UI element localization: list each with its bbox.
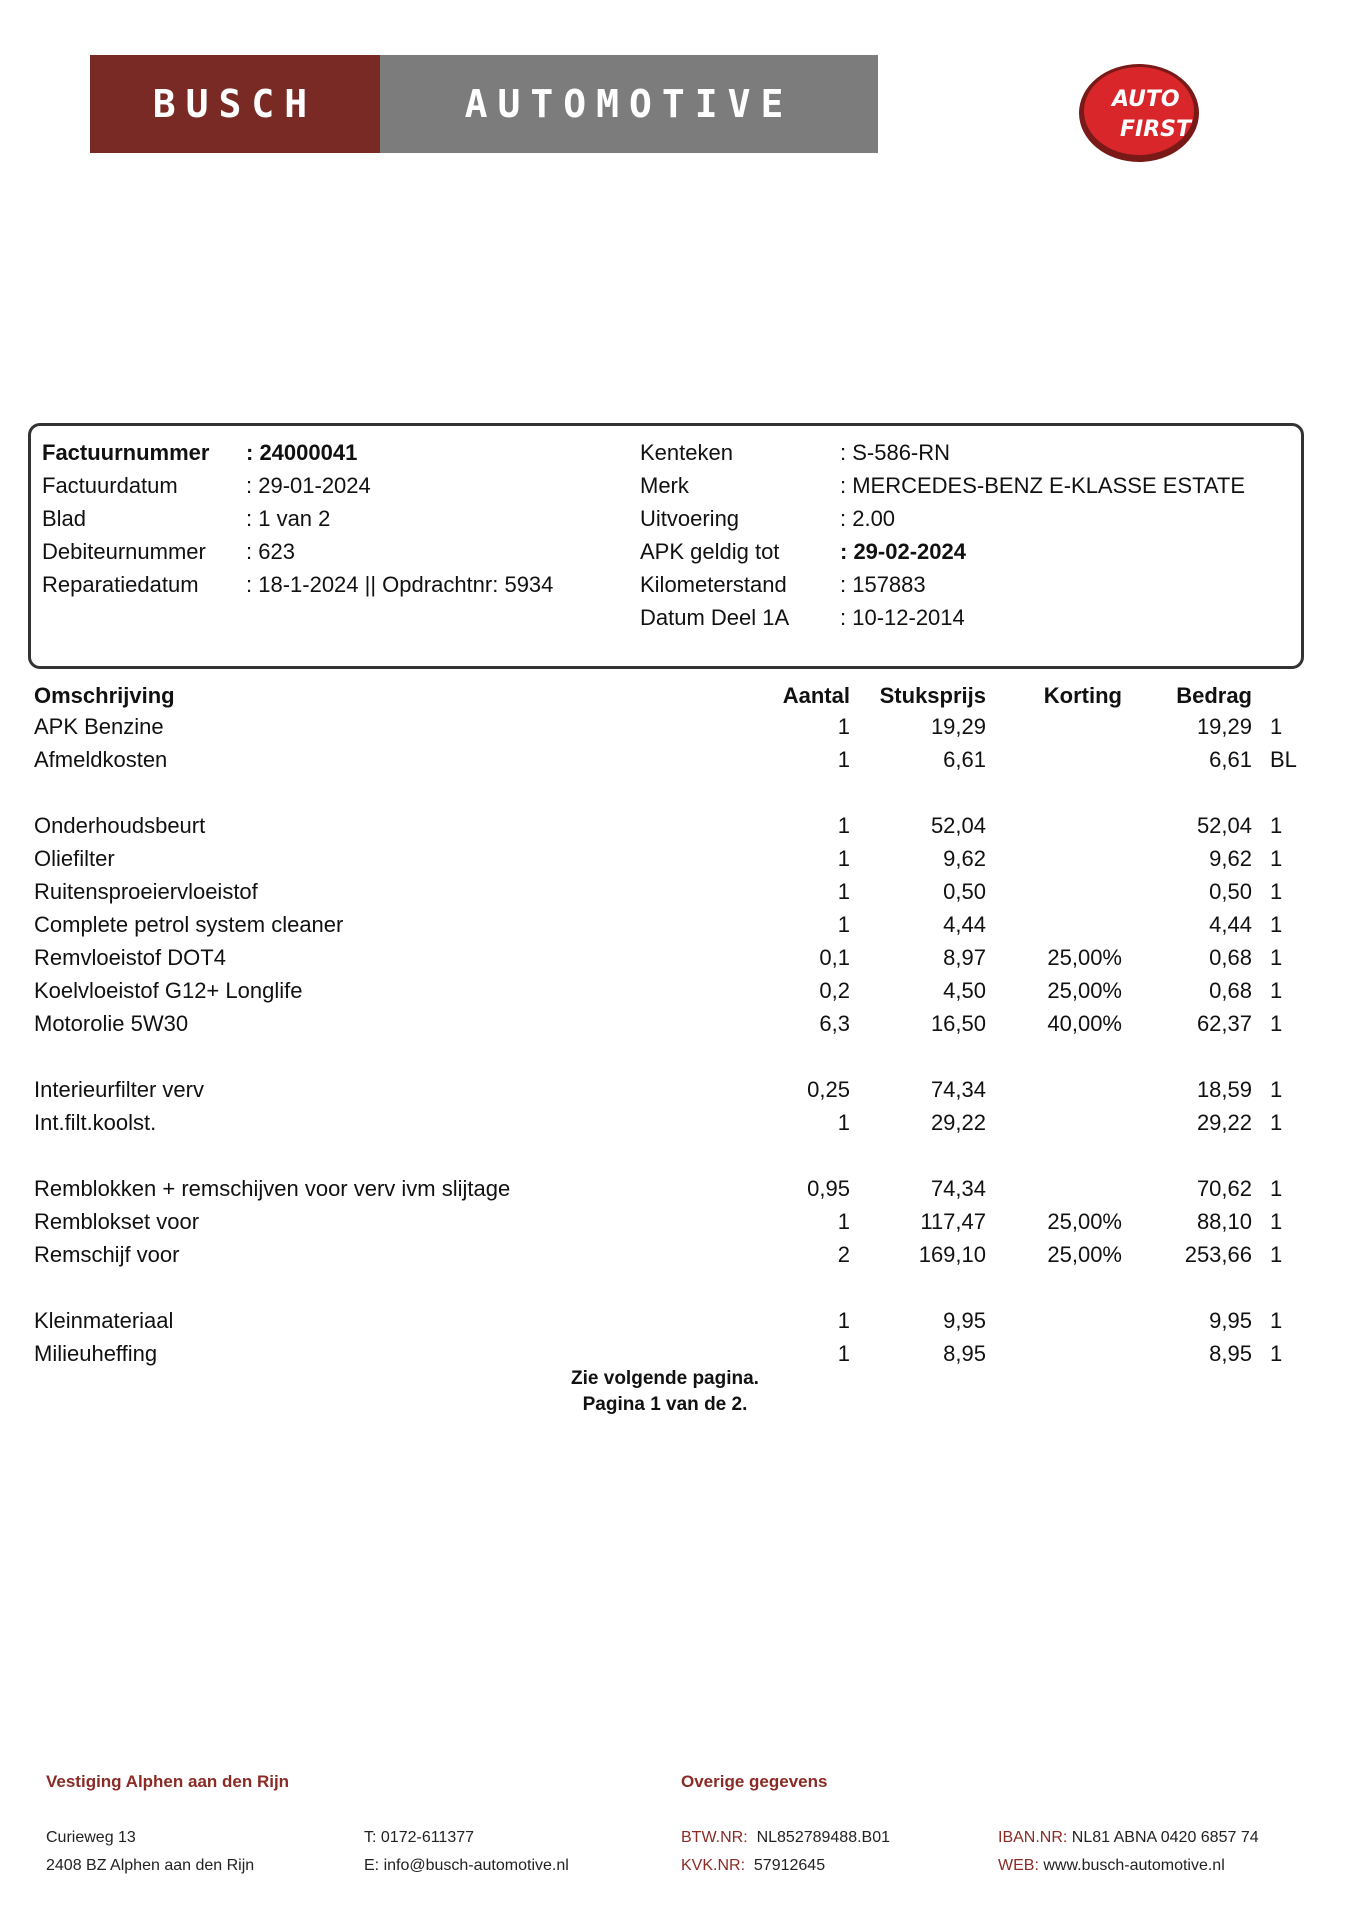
table-row [0, 1306, 1350, 1336]
line-quantity: 1 [837, 912, 850, 937]
line-vat-code: 1 [1270, 912, 1283, 937]
line-amount: 0,50 [1209, 879, 1252, 904]
line-unit-price: 0,50 [943, 879, 986, 904]
table-row [0, 877, 1350, 907]
line-vat-code: 1 [1270, 1176, 1283, 1201]
autofirst-logo [1076, 62, 1202, 164]
line-vat-code: 1 [1270, 714, 1283, 739]
line-vat-code: 1 [1270, 1077, 1283, 1102]
table-header [0, 681, 1350, 711]
vehicle-field-label: Kilometerstand [640, 572, 787, 597]
brand-name-left: BUSCH [90, 55, 380, 153]
line-discount: 40,00% [1047, 1011, 1122, 1036]
line-description: Remblokken + remschijven voor verv ivm slijtage [34, 1176, 511, 1201]
line-quantity: 1 [837, 813, 850, 838]
footer-location-title: Vestiging Alphen aan den Rijn [46, 1772, 290, 1791]
kvk-label: KVK.NR: [681, 1857, 746, 1874]
table-row [0, 1009, 1350, 1039]
line-vat-code: 1 [1270, 846, 1283, 871]
vehicle-field-row [640, 505, 1300, 533]
footer-email[interactable]: E: info@busch-automotive.nl [364, 1857, 569, 1874]
logo-text-auto: AUTO [1112, 87, 1180, 112]
line-unit-price: 52,04 [930, 813, 986, 838]
table-row [0, 1075, 1350, 1105]
btw-value: NL852789488.B01 [756, 1829, 891, 1846]
line-quantity: 0,1 [819, 945, 850, 970]
line-unit-price: 9,95 [943, 1308, 986, 1333]
brand-name-right: AUTOMOTIVE [380, 55, 878, 153]
invoice-field-label: Factuurnummer [42, 440, 210, 465]
table-row [0, 910, 1350, 940]
line-vat-code: BL [1270, 747, 1297, 772]
line-amount: 29,22 [1196, 1110, 1252, 1135]
line-amount: 19,29 [1196, 714, 1252, 739]
line-vat-code: 1 [1270, 1011, 1283, 1036]
invoice-field-row [42, 472, 642, 500]
line-unit-price: 16,50 [930, 1011, 986, 1036]
table-row [0, 811, 1350, 841]
invoice-field-value: : 1 van 2 [246, 506, 331, 531]
line-vat-code: 1 [1270, 879, 1283, 904]
table-row [0, 1174, 1350, 1204]
line-description: Remvloeistof DOT4 [34, 945, 226, 970]
invoice-field-row [42, 439, 642, 467]
next-page-note: Zie volgende pagina. [571, 1368, 759, 1389]
line-quantity: 1 [837, 879, 850, 904]
table-row [0, 976, 1350, 1006]
header-unit-price: Stuksprijs [879, 683, 986, 708]
line-vat-code: 1 [1270, 978, 1283, 1003]
vehicle-field-value: : 2.00 [840, 506, 896, 531]
line-quantity: 0,25 [807, 1077, 850, 1102]
line-description: Koelvloeistof G12+ Longlife [34, 978, 303, 1003]
iban-label: IBAN.NR: [998, 1829, 1068, 1846]
line-unit-price: 8,95 [943, 1341, 986, 1366]
line-unit-price: 19,29 [930, 714, 986, 739]
footer-address-street: Curieweg 13 [46, 1829, 136, 1846]
vehicle-field-label: APK geldig tot [640, 539, 780, 564]
invoice-field-value: : 29-01-2024 [246, 473, 371, 498]
header-quantity: Aantal [782, 683, 850, 708]
btw-label: BTW.NR: [681, 1829, 748, 1846]
footer-kvk [681, 1852, 825, 1880]
line-unit-price: 6,61 [943, 747, 986, 772]
line-amount: 70,62 [1196, 1176, 1252, 1201]
line-quantity: 1 [837, 1209, 850, 1234]
line-description: Ruitensproeiervloeistof [34, 879, 258, 904]
line-description: Remblokset voor [34, 1209, 200, 1234]
vehicle-field-label: Merk [640, 473, 689, 498]
line-amount: 62,37 [1196, 1011, 1252, 1036]
iban-value: NL81 ABNA 0420 6857 74 [1071, 1829, 1259, 1846]
line-amount: 9,62 [1209, 846, 1252, 871]
line-vat-code: 1 [1270, 1341, 1283, 1366]
line-amount: 6,61 [1209, 747, 1252, 772]
line-amount: 8,95 [1209, 1341, 1252, 1366]
line-discount: 25,00% [1047, 1242, 1122, 1267]
line-vat-code: 1 [1270, 945, 1283, 970]
line-quantity: 0,95 [807, 1176, 850, 1201]
vehicle-field-row [640, 604, 1300, 632]
invoice-field-row [42, 538, 642, 566]
line-amount: 4,44 [1209, 912, 1252, 937]
invoice-field-label: Reparatiedatum [42, 572, 199, 597]
line-description: APK Benzine [34, 714, 164, 739]
line-description: Onderhoudsbeurt [34, 813, 206, 838]
footer-other-title: Overige gegevens [681, 1772, 828, 1791]
line-description: Remschijf voor [34, 1242, 180, 1267]
header-discount: Korting [1043, 683, 1122, 708]
footer-btw [681, 1824, 890, 1852]
line-unit-price: 4,50 [943, 978, 986, 1003]
line-unit-price: 9,62 [943, 846, 986, 871]
line-unit-price: 8,97 [943, 945, 986, 970]
line-amount: 0,68 [1209, 978, 1252, 1003]
vehicle-field-value: : S-586-RN [840, 440, 951, 465]
header-amount: Bedrag [1176, 683, 1252, 708]
line-quantity: 1 [837, 714, 850, 739]
line-discount: 25,00% [1047, 945, 1122, 970]
table-row [0, 1339, 1350, 1369]
vehicle-field-label: Datum Deel 1A [640, 605, 790, 630]
line-description: Milieuheffing [34, 1341, 158, 1366]
invoice-field-value: : 623 [246, 539, 295, 564]
vehicle-field-row [640, 472, 1300, 500]
vehicle-field-value: : 10-12-2014 [840, 605, 965, 630]
invoice-field-row [42, 505, 642, 533]
page-indicator: Pagina 1 van de 2. [582, 1394, 748, 1415]
table-row [0, 943, 1350, 973]
line-amount: 9,95 [1209, 1308, 1252, 1333]
line-unit-price: 169,10 [918, 1242, 986, 1267]
vehicle-field-value: : 29-02-2024 [840, 539, 966, 564]
line-description: Oliefilter [34, 846, 115, 871]
line-vat-code: 1 [1270, 1308, 1283, 1333]
footer-address-city: 2408 BZ Alphen aan den Rijn [46, 1857, 255, 1874]
line-quantity: 6,3 [819, 1011, 850, 1036]
footer-iban [998, 1824, 1259, 1852]
line-unit-price: 74,34 [930, 1077, 986, 1102]
line-description: Int.filt.koolst. [34, 1110, 157, 1135]
kvk-value: 57912645 [753, 1857, 826, 1874]
invoice-field-label: Blad [42, 506, 87, 531]
table-row [0, 1240, 1350, 1270]
line-quantity: 1 [837, 1341, 850, 1366]
invoice-field-value: : 24000041 [246, 440, 358, 465]
web-value[interactable]: www.busch-automotive.nl [1043, 1857, 1225, 1874]
vehicle-field-value: : 157883 [840, 572, 926, 597]
table-row [0, 712, 1350, 742]
line-quantity: 1 [837, 1110, 850, 1135]
line-amount: 0,68 [1209, 945, 1252, 970]
vehicle-field-label: Uitvoering [640, 506, 740, 531]
line-quantity: 1 [837, 1308, 850, 1333]
vehicle-field-row [640, 538, 1300, 566]
line-description: Kleinmateriaal [34, 1308, 174, 1333]
line-quantity: 2 [837, 1242, 850, 1267]
line-vat-code: 1 [1270, 1242, 1283, 1267]
footer-phone: T: 0172-611377 [364, 1829, 475, 1846]
line-discount: 25,00% [1047, 978, 1122, 1003]
vehicle-field-value: : MERCEDES-BENZ E-KLASSE ESTATE [840, 473, 1246, 498]
line-discount: 25,00% [1047, 1209, 1122, 1234]
line-unit-price: 29,22 [930, 1110, 986, 1135]
vehicle-field-label: Kenteken [640, 440, 733, 465]
invoice-field-label: Factuurdatum [42, 473, 178, 498]
line-amount: 18,59 [1196, 1077, 1252, 1102]
logo-text-first: FIRST [1120, 117, 1192, 142]
line-amount: 88,10 [1196, 1209, 1252, 1234]
table-row [0, 1207, 1350, 1237]
table-row [0, 844, 1350, 874]
line-amount: 52,04 [1196, 813, 1252, 838]
line-quantity: 1 [837, 747, 850, 772]
line-description: Interieurfilter verv [34, 1077, 204, 1102]
line-unit-price: 117,47 [920, 1209, 986, 1234]
line-description: Complete petrol system cleaner [34, 912, 344, 937]
line-unit-price: 74,34 [930, 1176, 986, 1201]
line-vat-code: 1 [1270, 813, 1283, 838]
line-vat-code: 1 [1270, 1110, 1283, 1135]
invoice-field-value: : 18-1-2024 || Opdrachtnr: 5934 [246, 572, 554, 597]
line-quantity: 0,2 [819, 978, 850, 1003]
line-description: Afmeldkosten [34, 747, 168, 772]
header-description: Omschrijving [34, 683, 175, 708]
table-row [0, 745, 1350, 775]
line-unit-price: 4,44 [943, 912, 986, 937]
line-vat-code: 1 [1270, 1209, 1283, 1234]
footer-web [998, 1852, 1225, 1880]
line-description: Motorolie 5W30 [34, 1011, 189, 1036]
web-label: WEB: [998, 1857, 1039, 1874]
company-banner [90, 55, 878, 153]
line-quantity: 1 [837, 846, 850, 871]
table-row [0, 1108, 1350, 1138]
invoice-field-label: Debiteurnummer [42, 539, 206, 564]
line-amount: 253,66 [1184, 1242, 1252, 1267]
invoice-field-row [42, 571, 642, 599]
vehicle-field-row [640, 439, 1300, 467]
vehicle-field-row [640, 571, 1300, 599]
